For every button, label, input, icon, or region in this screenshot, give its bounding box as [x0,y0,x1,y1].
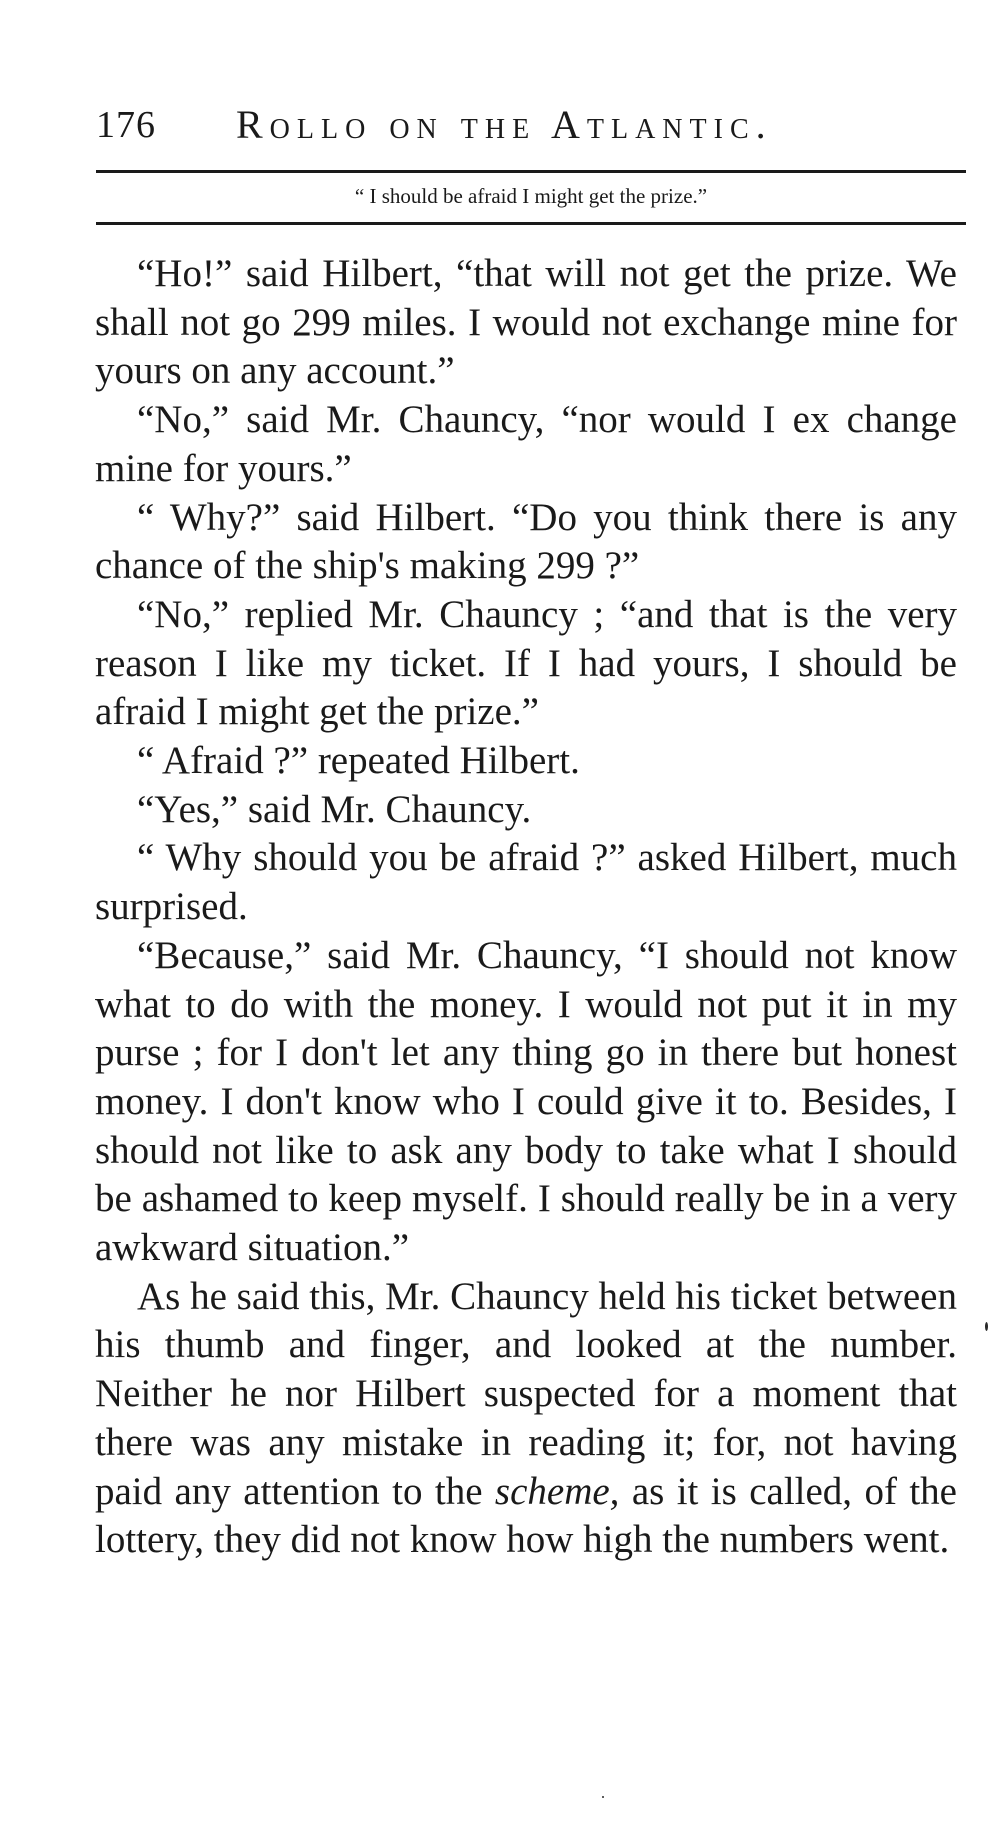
paragraph: “No,” replied Mr. Chauncy ; “and that is the very reason I like my ticket. If I had yours, I should be afraid I might get the prize.” [95,592,957,734]
paragraph: “Because,” said Mr. Chauncy, “I should not know what to do with the money. I would not put it in my purse ; for I don't let any thing go in there but honest money. I don't know who I could give it to. Besides, I should not like to ask any body to take what I should be ashamed to keep myself. I should really be in a very awkward situation.” [95,933,957,1270]
paragraph-text: As he said this, Mr. Chauncy held his ticket between his thumb and finger, and looked at the number. Neither he nor Hilbert suspected for a moment that there was any mistake in reading it; for, not having paid any attention to the [95,1274,957,1513]
page-header [96,100,956,150]
paragraph: “ Why?” said Hilbert. “Do you think there is any chance of the ship's making 299 ?” [95,495,957,588]
paragraph: “Yes,” said Mr. Chauncy. [137,787,532,831]
page-number: 176 [96,104,156,146]
header-rule-bottom [96,222,966,225]
ink-speck [602,1796,604,1798]
ink-speck [985,1322,988,1331]
emphasized-word: scheme, [494,1469,620,1513]
illustration-caption: “ I should be afraid I might get the prize.” [354,184,708,208]
paragraph: “ Why should you be afraid ?” asked Hilbert, much surprised. [95,836,957,929]
running-title: Rollo on the Atlantic. [236,102,773,147]
paragraph: “ Afraid ?” repeated Hilbert. [137,739,580,783]
paragraph: “No,” said Mr. Chauncy, “nor would I ex change mine for yours.” [95,398,957,490]
paragraph: “Ho!” said Hilbert, “that will not get the prize. We shall not go 299 miles. I would not exchange mine for yours on any account.” [95,252,957,393]
paragraph-text: as it is called, of the lottery, they did not know how high the numbers went. [95,1469,957,1562]
header-rule-top [96,170,966,173]
paragraph [95,1273,957,1565]
body-text [95,250,957,1565]
